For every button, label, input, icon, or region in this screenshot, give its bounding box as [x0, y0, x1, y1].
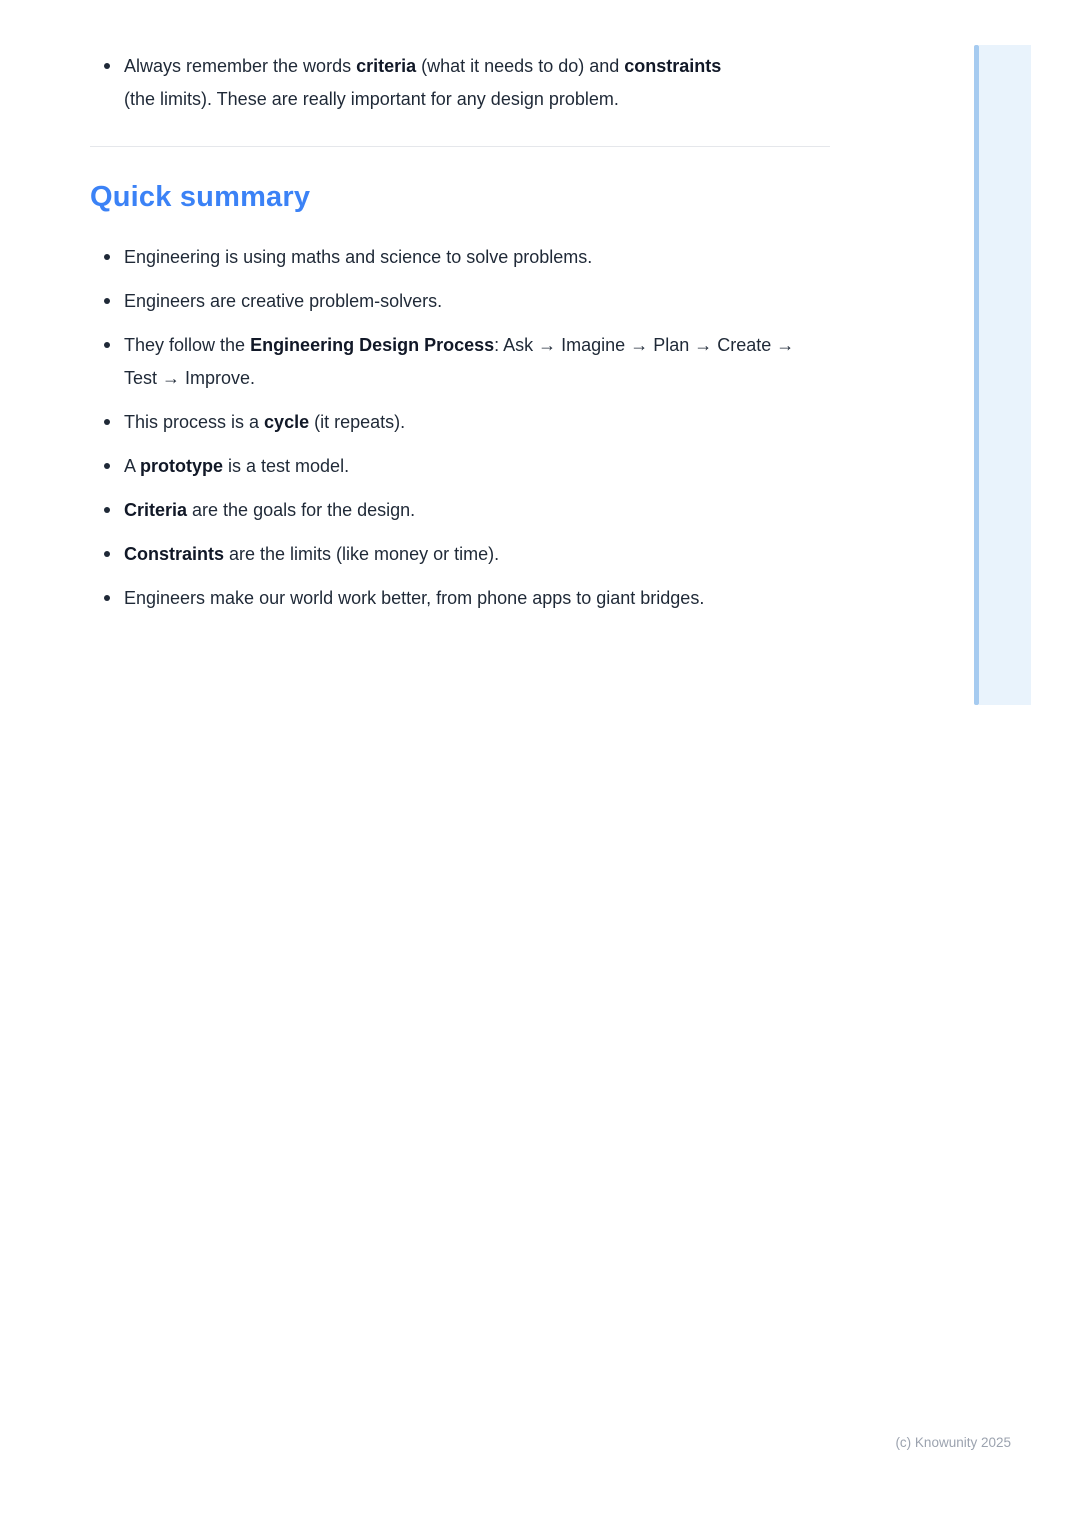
text-segment: Engineering is using maths and science to solve problems. [124, 247, 593, 267]
text-segment: (it repeats). [309, 412, 406, 432]
list-item [90, 450, 830, 483]
bold-text-segment: prototype [140, 456, 224, 476]
text-segment: (the limits). These are really important for any design problem. [124, 89, 619, 109]
text-segment: is a test model. [223, 456, 350, 476]
list-item [90, 582, 830, 615]
text-segment: Always remember the words [124, 56, 357, 76]
list-item-text [124, 450, 830, 483]
list-item [90, 285, 830, 318]
bullet-icon [90, 450, 124, 483]
text-segment: A [124, 456, 141, 476]
bold-text-segment: Constraints [124, 544, 225, 564]
list-item [90, 406, 830, 439]
text-segment: They follow the [124, 335, 251, 355]
text-segment: Engineers are creative problem-solvers. [124, 291, 443, 311]
bullet-icon [90, 285, 124, 318]
bullet-icon [90, 329, 124, 362]
text-segment: are the goals for the design. [187, 500, 416, 520]
text-segment: This process is a [124, 412, 265, 432]
text-segment: are the limits (like money or time). [224, 544, 500, 564]
bold-text-segment: criteria [356, 56, 417, 76]
list-item-text [124, 241, 830, 274]
list-item-text [124, 285, 830, 318]
text-segment: : Ask → Imagine → Plan → Create → Test → Improve. [124, 335, 795, 388]
list-item [90, 538, 830, 571]
list-item [90, 50, 830, 116]
bullet-icon [90, 241, 124, 274]
scrollbar-track [979, 45, 1031, 705]
section-divider [90, 146, 830, 147]
list-item [90, 329, 830, 395]
bullet-icon [90, 50, 124, 83]
list-item-text [124, 494, 830, 527]
summary-bullet-list [90, 241, 830, 615]
text-segment: (what it needs to do) and [416, 56, 625, 76]
bullet-icon [90, 538, 124, 571]
bold-text-segment: cycle [264, 412, 310, 432]
list-item [90, 494, 830, 527]
bold-text-segment: Criteria [124, 500, 188, 520]
copyright-footer: (c) Knowunity 2025 [895, 1435, 1011, 1450]
intro-bullet-list [90, 50, 830, 116]
list-item-text [124, 329, 830, 395]
text-segment: Engineers make our world work better, from phone apps to giant bridges. [124, 588, 705, 608]
section-heading-quick-summary: Quick summary [90, 181, 311, 213]
list-item-text [124, 406, 830, 439]
bold-text-segment: constraints [624, 56, 722, 76]
list-item [90, 241, 830, 274]
list-item-text [124, 50, 754, 116]
bullet-icon [90, 494, 124, 527]
content-area [90, 50, 830, 615]
bullet-icon [90, 582, 124, 615]
bold-text-segment: Engineering Design Process [250, 335, 495, 355]
bullet-icon [90, 406, 124, 439]
right-highlight-bar [974, 45, 1031, 705]
list-item-text [124, 582, 830, 615]
list-item-text [124, 538, 830, 571]
